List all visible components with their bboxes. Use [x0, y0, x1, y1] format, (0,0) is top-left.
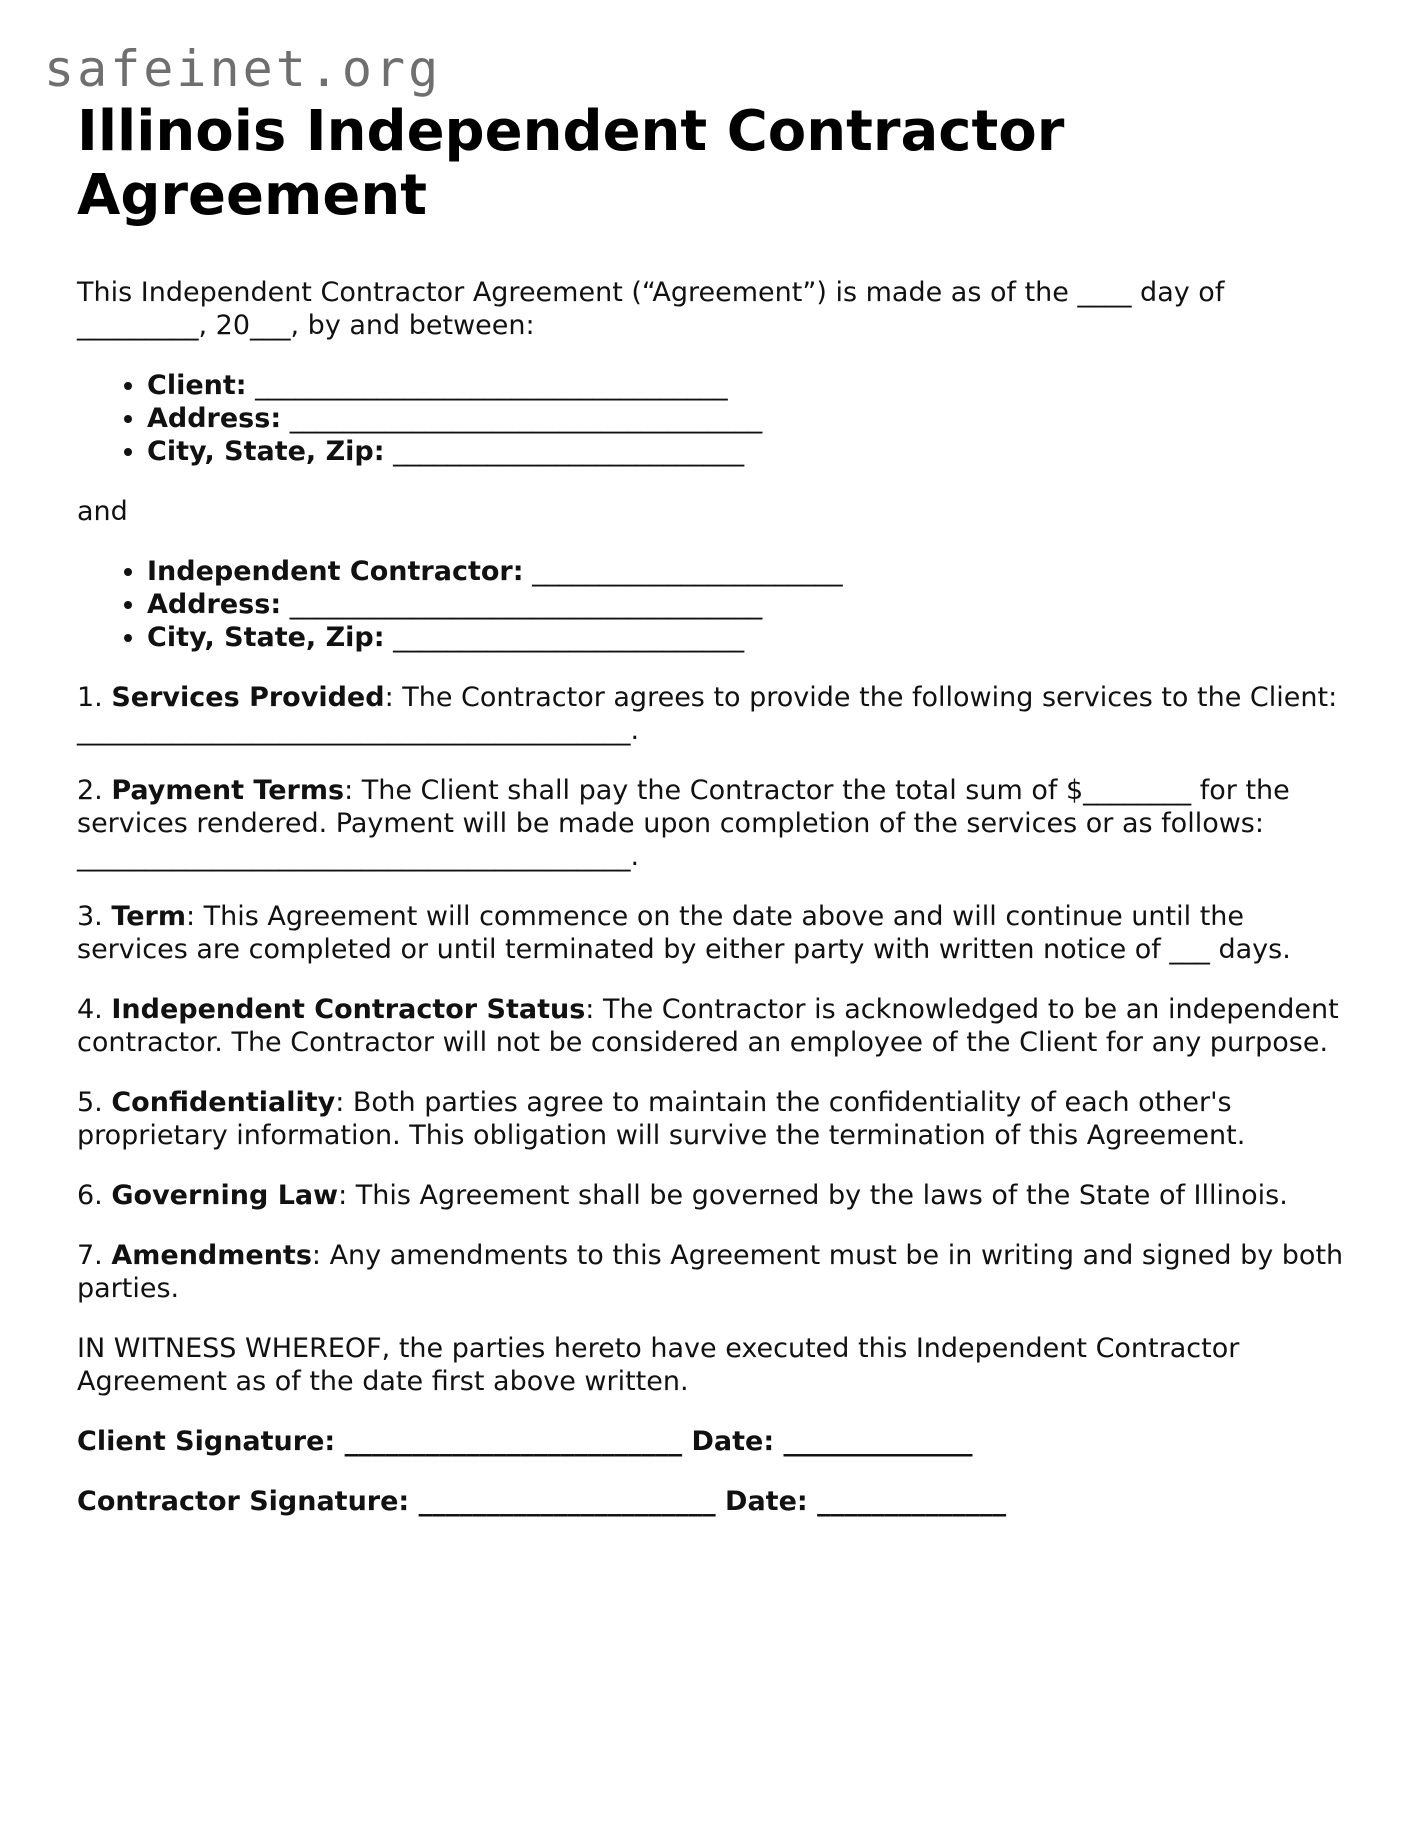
field-blank: ___________________________________	[289, 589, 763, 620]
document-title: Illinois Independent Contractor Agreement	[77, 99, 1065, 228]
section-status	[77, 993, 1347, 1059]
section-text: : Any amendments to this Agreement must be in writing and signed by both parties.	[77, 1240, 1344, 1304]
section-payment	[77, 774, 1347, 873]
field-label: Independent Contractor:	[147, 556, 524, 587]
section-number: 2.	[77, 775, 103, 806]
client-details-list	[77, 369, 1347, 468]
section-number: 1.	[77, 682, 103, 713]
section-text: : Both parties agree to maintain the confidentiality of each other's proprietary information. This obligation will survive the termination of this Agreement.	[77, 1087, 1246, 1151]
intro-paragraph: This Independent Contractor Agreement (“Agreement”) is made as of the ____ day of _________, 20___, by and between:	[77, 277, 1225, 341]
field-label: City, State, Zip:	[147, 622, 385, 653]
section-text: : The Contractor is acknowledged to be an independent contractor. The Contractor will not be considered an employee of the Client for any purpose.	[77, 994, 1339, 1058]
section-heading: Confidentiality	[111, 1087, 336, 1118]
field-blank: ___________________________________	[255, 370, 728, 401]
section-term	[77, 900, 1347, 966]
client-address-field	[147, 402, 1347, 435]
section-services	[77, 681, 1347, 747]
contractor-signature-line: Contractor Signature: ______________________ Date: ______________	[77, 1486, 1007, 1517]
section-heading: Term	[111, 901, 186, 932]
section-number: 5.	[77, 1087, 103, 1118]
field-blank: _______________________	[532, 556, 843, 587]
section-number: 6.	[77, 1180, 103, 1211]
section-number: 7.	[77, 1240, 103, 1271]
client-signature-line: Client Signature: _________________________ Date: ______________	[77, 1426, 973, 1457]
witness-paragraph: IN WITNESS WHEREOF, the parties hereto have executed this Independent Contractor Agreement as of the date first above written.	[77, 1333, 1240, 1397]
contractor-details-list	[77, 555, 1347, 654]
field-blank: __________________________	[393, 622, 745, 653]
section-heading: Independent Contractor Status	[111, 994, 586, 1025]
contractor-address-field	[147, 588, 1347, 621]
field-label: Address:	[147, 589, 282, 620]
section-heading: Payment Terms	[111, 775, 345, 806]
client-city-field	[147, 435, 1347, 468]
section-heading: Governing Law	[111, 1180, 339, 1211]
contractor-city-field	[147, 621, 1347, 654]
section-text: : This Agreement shall be governed by the laws of the State of Illinois.	[338, 1180, 1288, 1211]
section-number: 3.	[77, 901, 103, 932]
section-number: 4.	[77, 994, 103, 1025]
section-amendments	[77, 1239, 1347, 1305]
section-confidentiality	[77, 1086, 1347, 1152]
field-blank: ___________________________________	[289, 403, 763, 434]
field-label: City, State, Zip:	[147, 436, 385, 467]
section-text: : The Contractor agrees to provide the following services to the Client: _________________________________________.	[77, 682, 1338, 746]
section-text: : This Agreement will commence on the date above and will continue until the services are completed or until terminated by either party with written notice of ___ days.	[77, 901, 1291, 965]
section-heading: Amendments	[111, 1240, 312, 1271]
document	[77, 100, 1347, 1518]
section-governing-law	[77, 1179, 1347, 1212]
and-text: and	[77, 496, 128, 527]
watermark: safeinet.org	[44, 40, 442, 98]
field-label: Client:	[147, 370, 247, 401]
section-text: : The Client shall pay the Contractor the total sum of $________ for the services rendered. Payment will be made upon completion of the services or as follows: _________________________________________.	[77, 775, 1290, 872]
client-name-field	[147, 369, 1347, 402]
field-blank: __________________________	[393, 436, 745, 467]
contractor-name-field	[147, 555, 1347, 588]
section-heading: Services Provided	[111, 682, 385, 713]
field-label: Address:	[147, 403, 282, 434]
